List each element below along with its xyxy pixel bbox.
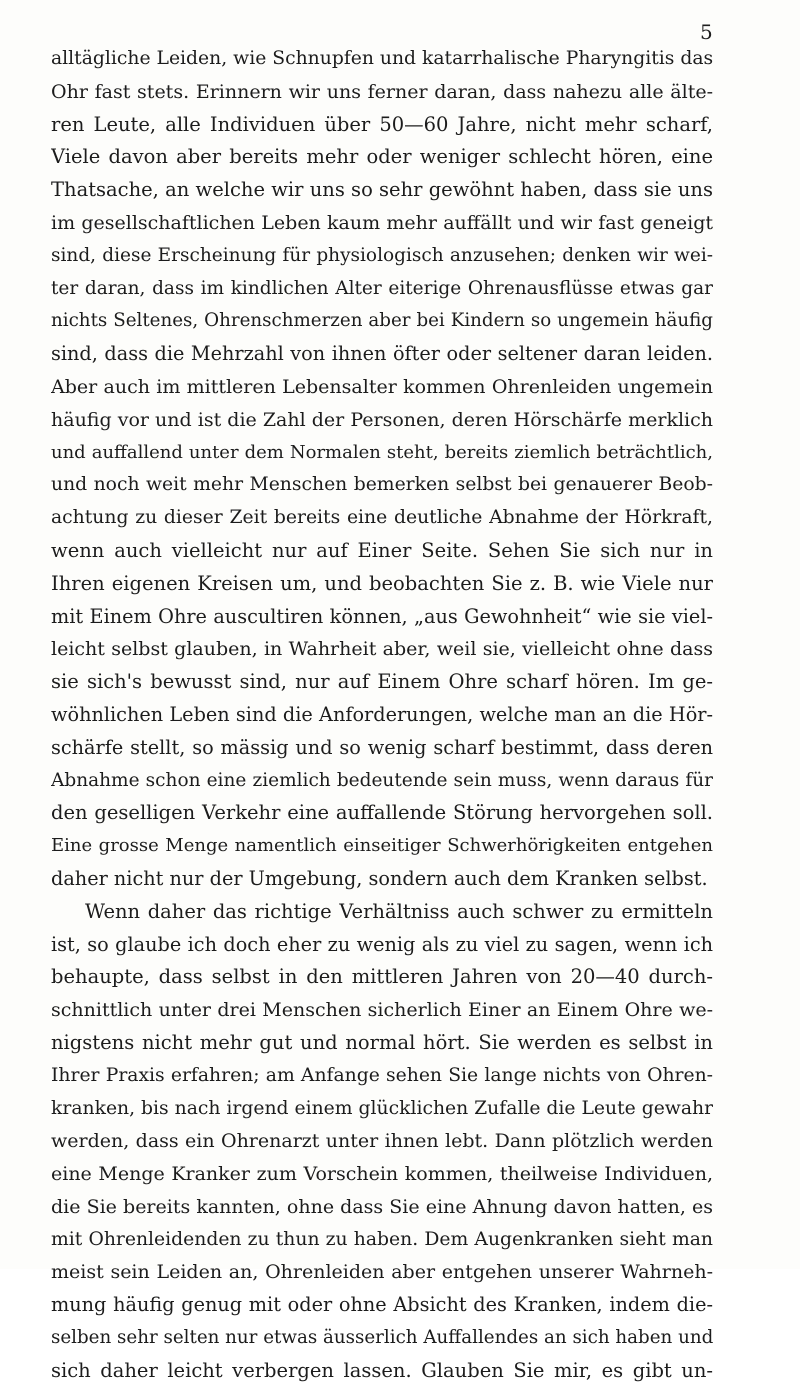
text-line: ren Leute, alle Individuen über 50—60 Jahre, nicht mehr scharf, <box>51 112 713 136</box>
text-line: Ohr fast stets. Erinnern wir uns ferner daran, dass nahezu alle älte- <box>51 80 713 103</box>
text-line: Eine grosse Menge namentlich einseitiger Schwerhörigkeiten entgehen <box>51 835 713 857</box>
text-line: Ihren eigenen Kreisen um, und beobachten Sie z. B. wie Viele nur <box>51 571 713 595</box>
body-text <box>51 43 713 1388</box>
text-line: Aber auch im mittleren Lebensalter kommen Ohrenleiden ungemein <box>51 375 713 398</box>
text-line: Viele davon aber bereits mehr oder weniger schlecht hören, eine <box>51 145 713 169</box>
text-line: wöhnlichen Leben sind die Anforderungen, welche man an die Hör- <box>51 702 713 726</box>
text-line: alltägliche Leiden, wie Schnupfen und katarrhalische Pharyngitis das <box>51 48 713 69</box>
text-line: ist, so glaube ich doch eher zu wenig als zu viel zu sagen, wenn ich <box>51 932 713 956</box>
text-line: achtung zu dieser Zeit bereits eine deutliche Abnahme der Hörkraft, <box>51 507 713 529</box>
text-line: kranken, bis nach irgend einem glücklichen Zufalle die Leute gewahr <box>51 1097 713 1119</box>
text-line: ter daran, dass im kindlichen Alter eiterige Ohrenausflüsse etwas gar <box>51 277 713 299</box>
text-line: sich daher leicht verbergen lassen. Glauben Sie mir, es gibt un- <box>51 1358 713 1382</box>
text-line: die Sie bereits kannten, ohne dass Sie eine Ahnung davon hatten, es <box>51 1195 713 1218</box>
text-line: Thatsache, an welche wir uns so sehr gewöhnt haben, dass sie uns <box>51 178 713 202</box>
text-line: im gesellschaftlichen Leben kaum mehr auffällt und wir fast geneigt <box>51 211 713 234</box>
text-line: und auffallend unter dem Normalen steht, bereits ziemlich beträchtlich, <box>51 441 713 463</box>
text-line: leicht selbst glauben, in Wahrheit aber, weil sie, vielleicht ohne dass <box>51 638 713 661</box>
text-line: Wenn daher das richtige Verhältniss auch schwer zu ermitteln <box>85 899 713 923</box>
text-line: mit Ohrenleidenden zu thun zu haben. Dem Augenkranken sieht man <box>51 1228 713 1250</box>
text-line: sind, diese Erscheinung für physiologisch anzusehen; denken wir wei- <box>51 244 713 266</box>
text-line: nichts Seltenes, Ohrenschmerzen aber bei Kindern so ungemein häufig <box>51 310 713 332</box>
text-line: meist sein Leiden an, Ohrenleiden aber entgehen unserer Wahrneh- <box>51 1261 713 1284</box>
text-line: den geselligen Verkehr eine auffallende Störung hervorgehen soll. <box>51 801 713 825</box>
text-line: selben sehr selten nur etwas äusserlich Auffallendes an sich haben und <box>51 1327 713 1349</box>
text-line: mit Einem Ohre auscultiren können, „aus Gewohnheit“ wie sie viel- <box>51 604 713 628</box>
text-line: häufig vor und ist die Zahl der Personen, deren Hörschärfe merklich <box>51 408 713 431</box>
text-line: mung häufig genug mit oder ohne Absicht des Kranken, indem die- <box>51 1293 713 1317</box>
text-line: nigstens nicht mehr gut und normal hört. Sie werden es selbst in <box>51 1030 713 1054</box>
text-line: wenn auch vielleicht nur auf Einer Seite. Sehen Sie sich nur in <box>51 538 713 562</box>
text-line: behaupte, dass selbst in den mittleren Jahren von 20—40 durch- <box>51 965 713 989</box>
text-line: sind, dass die Mehrzahl von ihnen öfter oder seltener daran leiden. <box>51 342 713 366</box>
text-line: Ihrer Praxis erfahren; am Anfange sehen Sie lange nichts von Ohren- <box>51 1064 713 1086</box>
text-line: eine Menge Kranker zum Vorschein kommen, theilweise Individuen, <box>51 1163 713 1186</box>
text-line: Abnahme schon eine ziemlich bedeutende sein muss, wenn daraus für <box>51 769 713 791</box>
text-line: schärfe stellt, so mässig und so wenig scharf bestimmt, dass deren <box>51 735 713 759</box>
page-number: 5 <box>700 20 713 44</box>
text-line: werden, dass ein Ohrenarzt unter ihnen lebt. Dann plötzlich werden <box>51 1130 713 1153</box>
text-line: schnittlich unter drei Menschen sicherlich Einer an Einem Ohre we- <box>51 999 713 1022</box>
text-line: sie sich's bewusst sind, nur auf Einem Ohre scharf hören. Im ge- <box>51 670 713 694</box>
text-line: und noch weit mehr Menschen bemerken selbst bei genauerer Beob- <box>51 474 713 496</box>
text-line: daher nicht nur der Umgebung, sondern auch dem Kranken selbst. <box>51 866 708 890</box>
